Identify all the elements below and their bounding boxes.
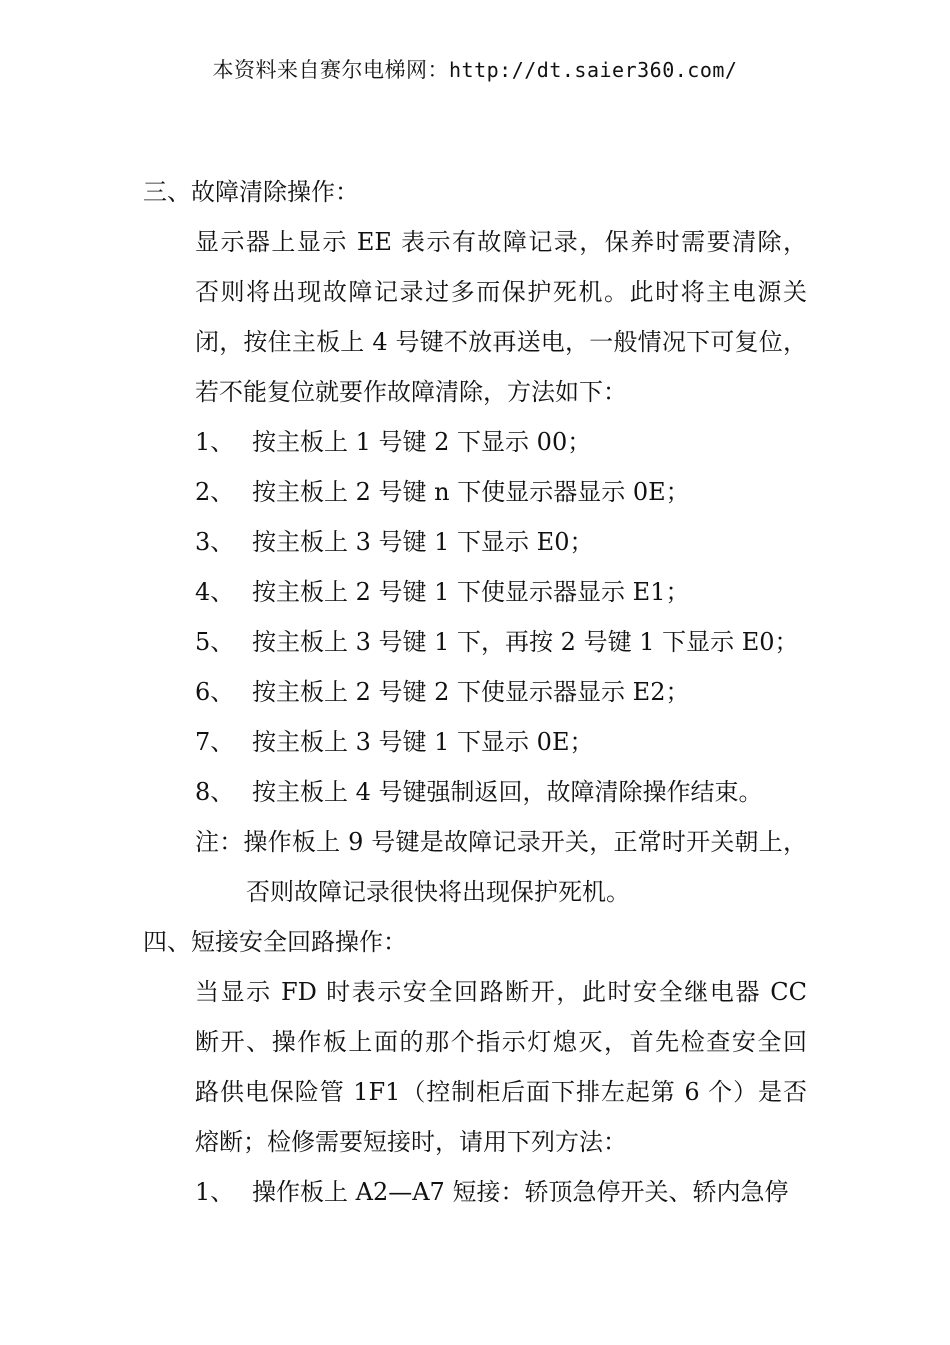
step-text: 按主板上 2 号键 1 下使显示器显示 E1； [252, 578, 690, 606]
step-number: 5、 [195, 628, 235, 656]
section4-intro-line: 当显示 FD 时表示安全回路断开，此时安全继电器 CC [195, 978, 807, 1006]
step-number: 7、 [195, 728, 235, 756]
step-text: 操作板上 A2—A7 短接：轿顶急停开关、轿内急停 [252, 1178, 789, 1206]
section4-intro-line: 路供电保险管 1F1（控制柜后面下排左起第 6 个）是否 [195, 1078, 807, 1106]
header-prefix: 本资料来自赛尔电梯网： [212, 58, 450, 82]
step-number: 4、 [195, 578, 235, 606]
section3-intro-line: 否则将出现故障记录过多而保护死机。此时将主电源关 [195, 278, 807, 306]
step-text: 按主板上 3 号键 1 下显示 0E； [252, 728, 594, 756]
step-number: 6、 [195, 678, 235, 706]
section4-intro-line: 熔断；检修需要短接时，请用下列方法： [195, 1128, 627, 1156]
step-text: 按主板上 3 号键 1 下，再按 2 号键 1 下显示 E0； [252, 628, 799, 656]
step-text: 按主板上 4 号键强制返回，故障清除操作结束。 [252, 778, 763, 806]
note-line: 否则故障记录很快将出现保护死机。 [246, 878, 630, 906]
step-number: 3、 [195, 528, 235, 556]
step-text: 按主板上 3 号键 1 下显示 E0； [252, 528, 594, 556]
step-text: 按主板上 2 号键 2 下使显示器显示 E2； [252, 678, 690, 706]
section4-intro-line: 断开、操作板上面的那个指示灯熄灭，首先检查安全回 [195, 1028, 807, 1056]
section3-intro-line: 显示器上显示 EE 表示有故障记录，保养时需要清除， [195, 228, 807, 256]
header-url: http://dt.saier360.com/ [449, 58, 738, 82]
step-text: 按主板上 2 号键 n 下使显示器显示 0E； [252, 478, 690, 506]
step-number: 8、 [195, 778, 235, 806]
section4-title: 四、短接安全回路操作： [143, 928, 407, 956]
step-number: 1、 [195, 1178, 235, 1206]
step-number: 2、 [195, 478, 235, 506]
note-line: 注：操作板上 9 号键是故障记录开关，正常时开关朝上， [195, 828, 807, 856]
section3-intro-line: 若不能复位就要作故障清除，方法如下： [195, 378, 627, 406]
page-header [0, 54, 950, 84]
step-number: 1、 [195, 428, 235, 456]
section3-intro-line: 闭，按住主板上 4 号键不放再送电，一般情况下可复位， [195, 328, 807, 356]
step-text: 按主板上 1 号键 2 下显示 00； [252, 428, 592, 456]
section3-title: 三、故障清除操作： [143, 178, 359, 206]
